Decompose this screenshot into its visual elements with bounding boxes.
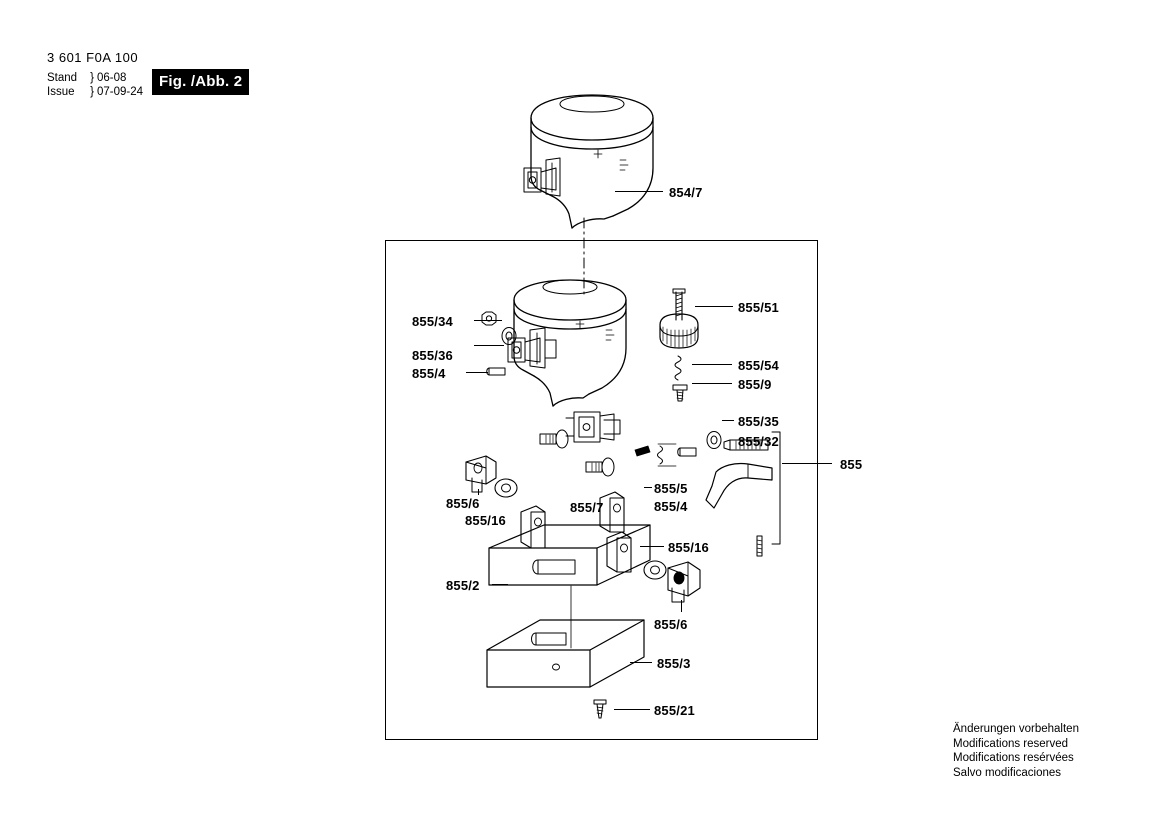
brace-bottom: } bbox=[90, 86, 94, 98]
stand-value: 06-08 bbox=[97, 72, 127, 84]
leader-855-4-upper bbox=[466, 372, 488, 373]
callout-855-54: 855/54 bbox=[738, 358, 779, 373]
legal-note-en: Modifications reserved bbox=[953, 737, 1069, 750]
leader-855-51 bbox=[695, 306, 733, 307]
legal-notes bbox=[953, 722, 1079, 780]
callout-855-2: 855/2 bbox=[446, 578, 480, 593]
callout-855-3: 855/3 bbox=[657, 656, 691, 671]
leader-855-5 bbox=[644, 487, 652, 488]
brace-top: } bbox=[90, 72, 94, 84]
callout-855-16-right: 855/16 bbox=[668, 540, 709, 555]
stand-row bbox=[47, 71, 143, 85]
leader-855-34 bbox=[474, 320, 502, 321]
callout-854-7: 854/7 bbox=[669, 185, 703, 200]
callout-855-35: 855/35 bbox=[738, 414, 779, 429]
leader-854-7 bbox=[615, 191, 663, 192]
leader-855-21 bbox=[614, 709, 650, 710]
leader-855-35 bbox=[722, 420, 734, 421]
legal-note-de: Änderungen vorbehalten bbox=[953, 723, 1079, 735]
callout-855-9: 855/9 bbox=[738, 377, 772, 392]
callout-855-36: 855/36 bbox=[412, 348, 453, 363]
callout-855-32: 855/32 bbox=[738, 434, 779, 449]
legal-note-es: Salvo modificaciones bbox=[953, 766, 1062, 779]
leader-855-16-right bbox=[640, 546, 664, 547]
callout-855-7: 855/7 bbox=[570, 500, 604, 515]
callout-855-51: 855/51 bbox=[738, 300, 779, 315]
leader-855-3 bbox=[630, 662, 652, 663]
leader-855-54 bbox=[692, 364, 732, 365]
callout-855-16-left: 855/16 bbox=[465, 513, 506, 528]
issue-label: Issue bbox=[47, 86, 75, 98]
issue-value: 07-09-24 bbox=[97, 86, 144, 98]
callout-855-34: 855/34 bbox=[412, 314, 453, 329]
callout-855-4-lower: 855/4 bbox=[654, 499, 688, 514]
callout-855-5: 855/5 bbox=[654, 481, 688, 496]
legal-note-fr: Modifications resérvées bbox=[953, 752, 1074, 764]
revision-block bbox=[47, 71, 143, 99]
figure-badge: Fig. /Abb. 2 bbox=[152, 69, 249, 95]
leader-855 bbox=[782, 463, 832, 464]
leader-855-2 bbox=[492, 584, 508, 585]
stand-label: Stand bbox=[47, 72, 78, 84]
leader-855-9 bbox=[692, 383, 732, 384]
callout-855-21: 855/21 bbox=[654, 703, 695, 718]
callout-855-4-upper: 855/4 bbox=[412, 366, 446, 381]
leader-855-6-left bbox=[478, 489, 479, 495]
callout-855-6-right: 855/6 bbox=[654, 617, 688, 632]
callout-855-6-left: 855/6 bbox=[446, 496, 480, 511]
part-854-7-collar bbox=[524, 95, 653, 228]
callout-855: 855 bbox=[840, 457, 863, 472]
leader-855-6-right bbox=[681, 600, 682, 612]
issue-row bbox=[47, 85, 143, 99]
document-number: 3 601 F0A 100 bbox=[47, 50, 139, 65]
leader-855-36 bbox=[474, 345, 504, 346]
